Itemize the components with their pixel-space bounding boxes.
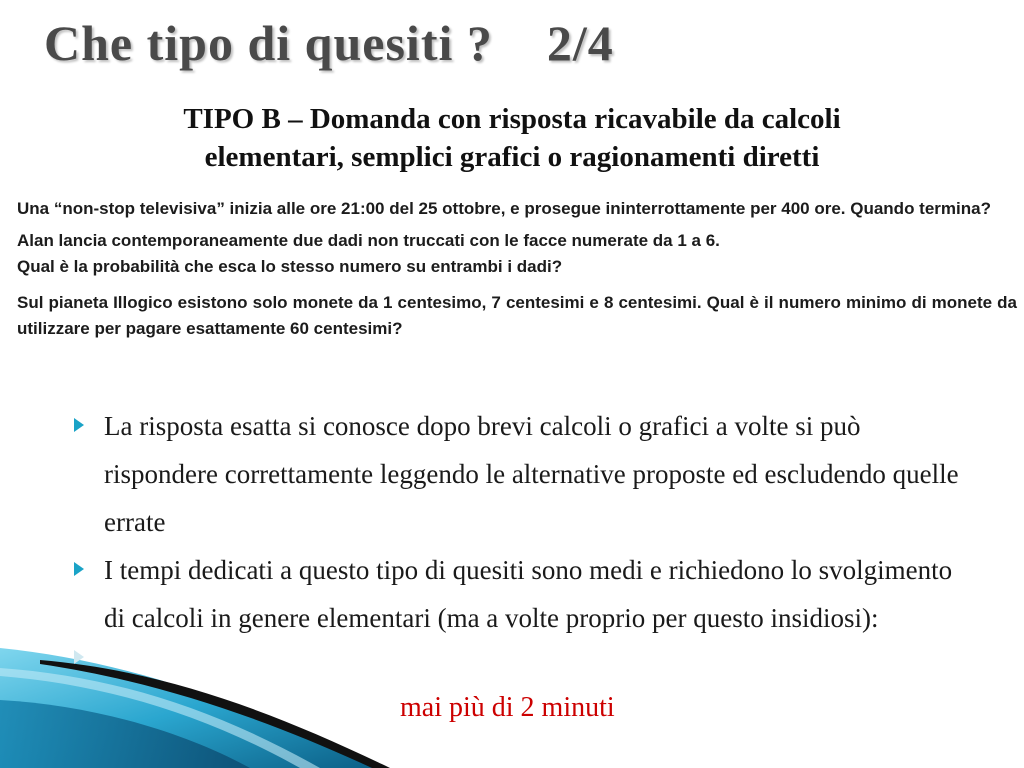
bullet-item — [74, 546, 974, 642]
time-note: mai più di 2 minuti — [400, 692, 615, 723]
bullet-item — [74, 402, 974, 546]
example-question-1: Una “non-stop televisiva” inizia alle ore 21:00 del 25 ottobre, e prosegue ininterrottamente per 400 ore. Quando termina? — [17, 199, 991, 218]
subtitle-line-2: elementari, semplici grafici o ragionamenti diretti — [204, 141, 820, 173]
example-question-3: Sul pianeta Illogico esistono solo monete da 1 centesimo, 7 centesimi e 8 centesimi. Qual è il numero minimo di monete da utilizzare per pagare esattamente 60 centesimi? — [17, 293, 1017, 338]
bullet-text: I tempi dedicati a questo tipo di quesiti sono medi e richiedono lo svolgimento di calcoli in genere elementari (ma a volte proprio per questo insidiosi): — [104, 555, 953, 633]
bullet-item-empty — [74, 642, 974, 672]
slide-subtitle — [0, 100, 1024, 176]
triangle-bullet-icon — [74, 650, 84, 664]
example-question-2-line-2: Qual è la probabilità che esca lo stesso numero su entrambi i dadi? — [17, 257, 563, 276]
subtitle-line-1: TIPO B – Domanda con risposta ricavabile da calcoli — [183, 103, 841, 135]
triangle-bullet-icon — [74, 562, 84, 576]
slide-title: Che tipo di quesiti ? 2/4 — [44, 15, 614, 71]
bullet-text: La risposta esatta si conosce dopo brevi calcoli o grafici a volte si può rispondere correttamente leggendo le alternative proposte ed escludendo quelle errate — [104, 411, 959, 537]
bullet-list — [74, 402, 974, 672]
triangle-bullet-icon — [74, 418, 84, 432]
example-question-2-line-1: Alan lancia contemporaneamente due dadi non truccati con le facce numerate da 1 a 6. — [17, 231, 720, 250]
example-questions — [17, 196, 1017, 342]
